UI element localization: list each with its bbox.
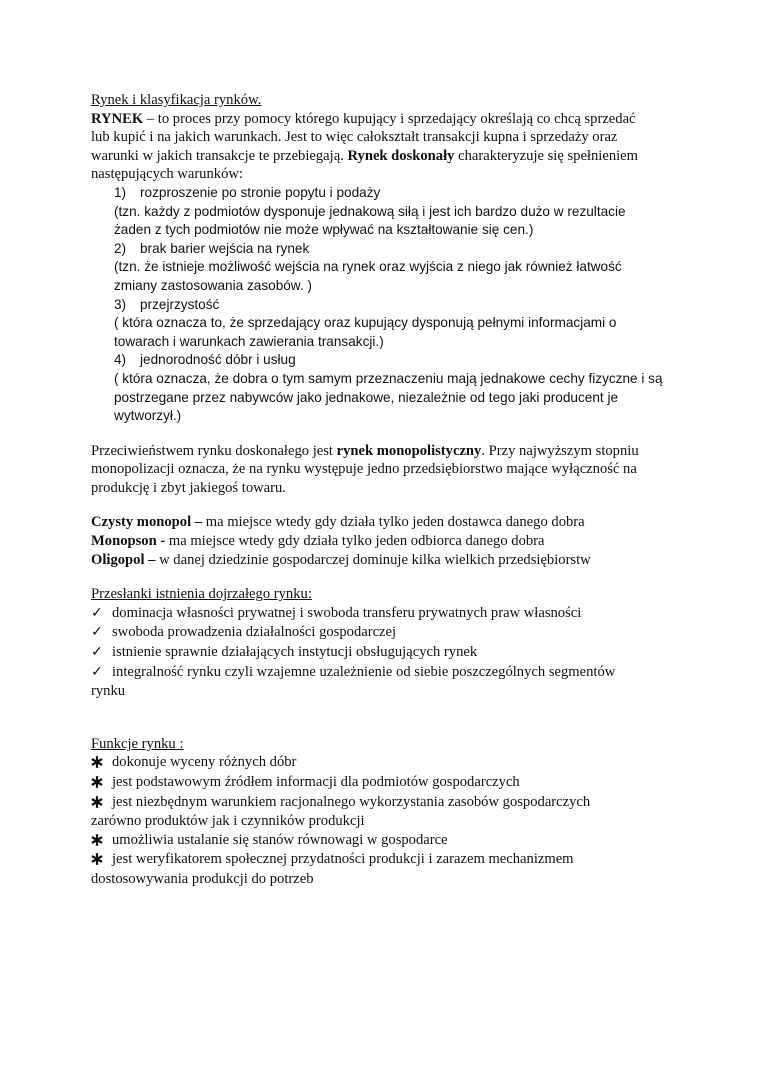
- list-item-continuation: rynku: [91, 683, 126, 700]
- condition-note: towarach i warunkach zawierania transakcji.): [114, 333, 384, 349]
- checkmark-icon: ✓: [91, 645, 103, 661]
- definition-monopson: [91, 532, 681, 551]
- definition-text: – to proces przy pomocy którego kupujący i sprzedający określają co chcą sprzedać: [143, 110, 636, 127]
- condition-note: (tzn. każdy z podmiotów dysponuje jednakową siłą i jest ich bardzo dużo w rezultacie: [114, 203, 626, 219]
- condition-label: przejrzystość: [140, 296, 220, 312]
- list-item: [91, 773, 681, 793]
- condition-item: [91, 184, 681, 203]
- condition-item: [91, 240, 681, 259]
- list-item-continuation: zarówno produktów jak i czynników produkcji: [91, 813, 365, 830]
- condition-note: ( która oznacza to, że sprzedający oraz kupujący dysponują pełnymi informacjami o: [114, 315, 617, 331]
- title-text: Rynek i klasyfikacja rynków.: [91, 92, 262, 108]
- term-rynek-monopolistyczny: rynek monopolistyczny: [336, 442, 482, 459]
- definition-oligopol: [91, 551, 681, 570]
- monopoly-paragraph-line-3: produkcję i zbyt jakiegoś towaru.: [91, 479, 286, 496]
- list-item: [91, 643, 681, 663]
- condition-note: postrzegane przez nabywców jako jednakowe, niezależnie od tego jaki producent je: [114, 389, 619, 405]
- list-item: [91, 604, 681, 624]
- asterisk-bullet-icon: [91, 851, 112, 870]
- term-definition: ma miejsce wtedy gdy działa tylko jeden odbiorca danego dobra: [165, 533, 545, 550]
- list-item: [91, 793, 681, 813]
- paragraph-text: . Przy najwyższym stopniu: [481, 442, 639, 459]
- condition-note: zmiany zastosowania zasobów. ): [114, 277, 312, 293]
- document-page: [91, 91, 681, 889]
- section-title-functions: [91, 735, 681, 754]
- condition-note: wytworzył.): [114, 408, 182, 424]
- list-item: [91, 753, 681, 773]
- section-title-premises: [91, 585, 681, 604]
- list-item-text: jest podstawowym źródłem informacji dla podmiotów gospodarczych: [112, 774, 520, 790]
- title-text: Przesłanki istnienia dojrzałego rynku:: [91, 586, 312, 603]
- definition-line-4: następujących warunków:: [91, 166, 243, 183]
- condition-item: [91, 296, 681, 315]
- condition-label: rozproszenie po stronie popytu i podaży: [140, 184, 381, 200]
- checkmark-icon: ✓: [91, 625, 103, 641]
- definition-text: warunki w jakich transakcje te przebiegają.: [91, 147, 348, 164]
- term: Czysty monopol –: [91, 514, 203, 531]
- list-item-continuation: dostosowywania produkcji do potrzeb: [91, 870, 314, 887]
- asterisk-bullet-icon: [91, 794, 112, 813]
- condition-number: 2): [114, 240, 127, 256]
- spacer: [91, 701, 681, 735]
- condition-number: 1): [114, 184, 127, 200]
- definition-text: charakteryzuje się spełnieniem: [454, 147, 639, 164]
- list-item-text: umożliwia ustalanie się stanów równowagi w gospodarce: [112, 831, 448, 848]
- definition-line-3: [91, 147, 681, 166]
- spacer: [91, 426, 681, 442]
- title-text: Funkcje rynku :: [91, 735, 184, 752]
- condition-note: ( która oznacza, że dobra o tym samym przeznaczeniu mają jednakowe cechy fizyczne i są: [114, 370, 663, 386]
- list-item-text: jest weryfikatorem społecznej przydatności produkcji i zarazem mechanizmem: [112, 851, 574, 868]
- list-item: [91, 623, 681, 643]
- list-item-text: jest niezbędnym warunkiem racjonalnego wykorzystania zasobów gospodarczych: [112, 793, 591, 810]
- spacer: [91, 569, 681, 585]
- condition-number: 4): [114, 352, 127, 368]
- definition-line-1: [91, 110, 681, 129]
- term-definition: w danej dziedzinie gospodarczej dominuje kilka wielkich przedsiębiorstw: [155, 551, 591, 568]
- condition-number: 3): [114, 296, 127, 312]
- definition-line-2: lub kupić i na jakich warunkach. Jest to więc całokształt transakcji kupna i sprzedaży oraz: [91, 129, 618, 146]
- section-title-market: [91, 91, 681, 110]
- spacer: [91, 497, 681, 513]
- asterisk-bullet-icon: [91, 774, 112, 793]
- term-rynek: RYNEK: [91, 110, 144, 127]
- list-item-text: istnienie sprawnie działających instytucji obsługujących rynek: [112, 644, 478, 661]
- list-item: [91, 663, 681, 683]
- condition-label: jednorodność dóbr i usług: [140, 352, 296, 368]
- list-item-text: dokonuje wyceny różnych dóbr: [112, 754, 297, 771]
- paragraph-text: Przeciwieństwem rynku doskonałego jest: [91, 442, 337, 459]
- list-item: [91, 831, 681, 851]
- asterisk-bullet-icon: [91, 754, 112, 773]
- term-definition: ma miejsce wtedy gdy działa tylko jeden dostawca danego dobra: [202, 514, 585, 531]
- definition-czysty-monopol: [91, 513, 681, 532]
- condition-note: żaden z tych podmiotów nie może wpływać na kształtowanie się cen.): [114, 222, 534, 238]
- term: Oligopol –: [91, 551, 156, 568]
- list-item-text: dominacja własności prywatnej i swoboda transferu prywatnych praw własności: [112, 604, 582, 621]
- list-item-text: integralność rynku czyli wzajemne uzależnienie od siebie poszczególnych segmentów: [112, 663, 616, 680]
- monopoly-paragraph-line-1: [91, 442, 681, 461]
- condition-note: (tzn. że istnieje możliwość wejścia na rynek oraz wyjścia z niego jak również łatwość: [114, 259, 622, 275]
- condition-item: [91, 351, 681, 370]
- list-item-text: swoboda prowadzenia działalności gospodarczej: [112, 624, 397, 641]
- term-rynek-doskonaly: Rynek doskonały: [347, 147, 455, 164]
- term: Monopson -: [91, 533, 166, 550]
- asterisk-bullet-icon: [91, 832, 112, 851]
- checkmark-icon: ✓: [91, 605, 103, 621]
- monopoly-paragraph-line-2: monopolizacji oznacza, że na rynku występuje jedno przedsiębiorstwo mające wyłączność na: [91, 461, 637, 478]
- checkmark-icon: ✓: [91, 664, 103, 680]
- condition-label: brak barier wejścia na rynek: [140, 240, 310, 256]
- list-item: [91, 850, 681, 870]
